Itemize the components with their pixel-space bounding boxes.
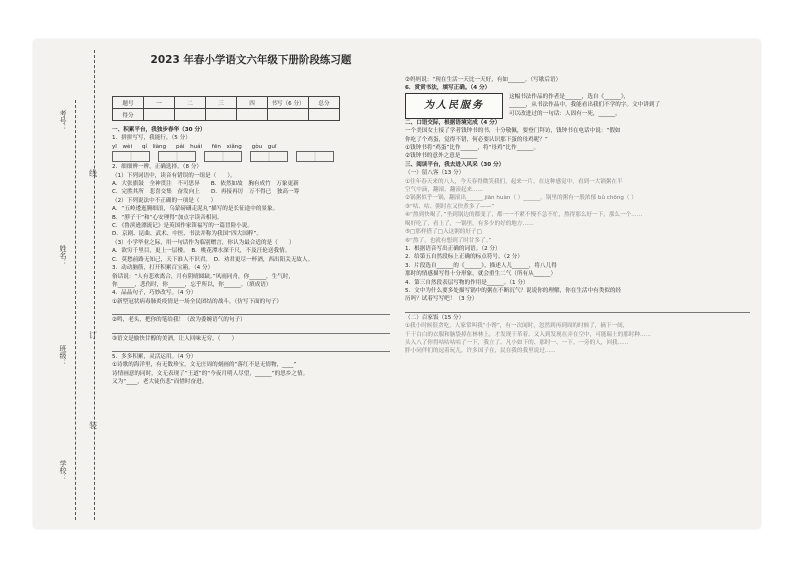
pinyin-item: pái huái [175, 143, 203, 150]
section-2-heading: 二、口语交际，根据语境完成（4 分） [405, 119, 501, 126]
reading-2-para-1d: 胖小同伴们的逗着玩儿，许多国子在，民在我的我里说过...... [405, 348, 556, 355]
q1-heading: 1．拼拼写写，我能行。（5 分） [112, 135, 191, 142]
q2-3-options-ab: A．欲穷千里目，更上一层楼。 B．桃花潭水深千尺，不及汪伦送我情。 [112, 248, 291, 255]
score-cell: 三 [206, 97, 237, 109]
q5-text-3: 又为“____，老大徒伤悲”而惜时奋进。 [112, 379, 208, 386]
score-cell[interactable] [175, 109, 206, 121]
reading-1-heading: （一）留八客（13 分） [405, 170, 465, 177]
reading-1-q3: 3．片段选自______的《______》，描述人儿______，将八儿得 [405, 262, 557, 269]
score-cell: 题号 [113, 97, 144, 109]
fold-line [94, 50, 95, 520]
answer-line[interactable] [405, 305, 750, 313]
section-3-heading: 三、阅读平台，我去进入风采（30 分） [405, 161, 505, 168]
score-table-header-row [113, 97, 340, 109]
answer-line[interactable] [112, 307, 390, 315]
q3-text-2: 你______，悲伤时，你______，忘乎所以，你______。（填成语） [112, 281, 272, 288]
margin-write-line [75, 100, 76, 520]
margin-label-name: 姓名： [59, 245, 67, 266]
score-cell[interactable] [237, 109, 268, 121]
reading-1-para-5: ⑤□那样搭了□入这粥的好子□ [405, 229, 482, 236]
q2-1-options-ab: A．大张旗鼓 全神贯注 不可思异 B．依然如故 胸有成竹 万象更新 [112, 181, 299, 188]
q5-2: ②妈妈说：“现在生活一天比一天好，有如______。（写歇后语） [405, 77, 562, 83]
dialogue-question-1: ①钱钟书将“鸡蛋”比作______，将“母鸡”比作______。 [405, 145, 540, 152]
character-box[interactable] [250, 151, 288, 162]
calligraphy-question-2: ______，从书法作品中，我能看出我们不学的字。文中讲到了 [509, 102, 661, 109]
reading-2-para-1b: 干干白白的衣服和脑袋掉在林林上，才发现干革着。又入到发现在弄在空中，可能瑞士的那时种…… [405, 331, 652, 338]
q2-1-options-cd: C．完胜其所 悲喜交集 奋发向上 D．再接再厉 万不得已 独高一筹 [112, 189, 300, 196]
reading-1-para-1b: 空气中滴，翻滚、翻滚起来...... [405, 187, 483, 194]
score-cell[interactable] [206, 109, 237, 121]
score-table [112, 96, 340, 121]
pinyin-item: yī wèi [112, 143, 133, 150]
q3-heading: 3．动动脑筋，打开积累百宝箱。（4 分） [112, 265, 214, 272]
exam-title: 2023 年春小学语文六年级下册阶段练习题 [150, 54, 352, 66]
left-column [112, 126, 390, 387]
q2-2-option-a: A．“五岭逶迤腾细浪，乌蒙磅礴走泥丸”描写的是长征途中的景象。 [112, 206, 279, 213]
margin-label-class: 班级： [59, 345, 67, 366]
character-box[interactable] [158, 151, 196, 162]
reading-1-q3b: 那时的情感描写得十分形象，就会重生二气（所有从______） [405, 271, 557, 278]
calligraphy-block [405, 93, 750, 119]
score-cell[interactable] [268, 109, 309, 121]
score-cell[interactable] [309, 109, 340, 121]
character-box[interactable] [112, 151, 150, 162]
q4-2: ②鸣，老头，把你的笔给我！（改为委婉语气的句子） [112, 317, 246, 324]
reading-2-heading: （二）百家饭（15 分） [405, 314, 465, 321]
right-column [405, 76, 750, 356]
binding-margin [34, 40, 104, 528]
pinyin-item: fēn xiǎng [211, 143, 242, 150]
q4-heading: 4．品品句子，巧妙改写。（4 分） [112, 290, 197, 297]
section-1-heading: 一、积累平台，我独步春华（30 分） [112, 127, 206, 133]
reading-2-para-1c: 头入八了你得咕咕咕咕了一下，我立了、凡小如下的、那时一、一下。一旁的人，回我...... [405, 339, 629, 346]
q2-2-option-d: D．京剧、昆曲、武术、中医、书法并称为我国“四大国粹”。 [112, 231, 262, 238]
score-cell: 书写（6 分） [268, 97, 309, 109]
q2-2-option-c: C．《鲁滨逊漂流记》是英国作家笛福写的一篇冒险小说。 [112, 223, 253, 230]
pinyin-item: qí liàng [141, 143, 167, 150]
fold-mark-ding: 订 [89, 331, 97, 340]
score-table-score-row [113, 109, 340, 121]
q2-heading: 2．细细辨一辨，正确选择。（8 分） [112, 164, 203, 171]
q2-2-stem: （2）下列说法中不正确的一项是（ ） [112, 197, 217, 204]
fold-mark-zhuang: 装 [89, 421, 97, 430]
score-cell: 四 [237, 97, 268, 109]
reading-1-q2: 2．给第五自然段标上正确的标点符号。（2 分） [405, 254, 523, 261]
reading-1-para-1: ①往年春天来的八人，今天春得微笑我们，起来一片，在这种感觉中，看到一大锅粥在半 [405, 178, 623, 185]
score-cell: 一 [144, 97, 175, 109]
reading-1-q5: 5．文中为什么要多处描写锅中的粥在不断沉气？说说你的理解，你在生活中有类似的经 [405, 287, 622, 294]
q2-3-stem: （3）小学毕业之际，用一句话作为临别赠言，你认为最合适的是（ ） [112, 239, 295, 246]
calligraphy-question-3: 可以改进过的一句话：人固有一死，______。 [509, 110, 621, 117]
pinyin-item: gòu guī [251, 143, 277, 150]
character-box[interactable] [296, 151, 334, 162]
score-cell: 二 [175, 97, 206, 109]
pinyin-row [112, 143, 390, 151]
reading-1-para-3: ③“咕、咕、粥时在又快煮多了——” [405, 203, 495, 210]
margin-label-exam-no: 考号： [59, 110, 67, 131]
character-boxes-row [112, 151, 390, 163]
answer-line[interactable] [112, 326, 390, 334]
q5-text-2: 诗情画意的同时，文无表现了“王道”的“今夜月明人尽望，______”的思乡之情。 [112, 370, 309, 377]
calligraphy-question-1: 这幅书法作品的作者是______，选自《______》， [509, 93, 630, 100]
reading-2-para-1: ①我小时候很贪吃，人家常叫我“小馋”，有一次闻时，忽然到再到周的时候了，摘下一间， [405, 323, 629, 330]
q2-2-option-b: B．“脖子干”和“心安理得”加点字读音相同。 [112, 214, 223, 221]
dialogue-text-1: 一个美国女士接了学者钱钟书的书，十分敬佩，要登门拜访，钱钟书在电话中说：“假如 [405, 128, 621, 135]
q2-3-options-cd: C．莫愁前路无知己，天下谁人不识君。 D．劝君更尽一杯酒，西出阳关无故人。 [112, 256, 314, 263]
reading-1-para-6: ⑥“熬了，也就有想到了时甘多了。” [405, 237, 492, 244]
reading-1-para-4: ④“熬到快喝了，”坐到锅边的都变了，都一一不紧不慢不急不忙，熬得那么好一下，那么一个…… [405, 212, 643, 219]
q6-heading: 6．赏赏书法，填写正确。（4 分） [405, 85, 491, 92]
q5-heading: 5．多多积累，灵活运用。（4 分） [112, 353, 197, 360]
dialogue-question-2: ②钱钟书的意外之意是______ [405, 153, 478, 160]
dialogue-text-2: 你吃了个鸡蛋，觉得不错，何必要认识那下蛋的母鸡呢？” [405, 136, 548, 143]
character-box[interactable] [204, 151, 242, 162]
q3-text-1: 俗话说：“人有悲欢离合，月有阴晴圆缺。”风雨同舟，你______，生气时， [112, 273, 294, 280]
margin-label-school: 学校： [59, 460, 67, 481]
score-cell: 得分 [113, 109, 144, 121]
reading-1-para-2: ②锅粥似乎一锅，翻滚出______ jiān huàn（ ）______，锅里的粥有一股浓郁 bǔ chōng（ ） [405, 195, 637, 202]
calligraphy-image: 为人民服务 [405, 93, 503, 119]
fold-mark-xian: 线 [89, 169, 97, 178]
score-cell: 总分 [309, 97, 340, 109]
q4-3: ③语文是愉快甘醇的美酒，让人回味无穷。（ ） [112, 335, 238, 342]
answer-line[interactable] [112, 344, 390, 352]
q5-text-1: ①诗歌的海洋里，有无数珍宝，文无庄周的刻画的“落红不是无情物，____” [112, 362, 297, 369]
q2-1-stem: （1）下列词语中，读音有错误的一组是（ ）。 [112, 172, 236, 179]
reading-1-q1: 1．根据语音写出正确的词语。（2 分） [405, 245, 501, 252]
reading-1-q4: 4．第三自然段表层写物的作用是______。（1 分） [405, 279, 529, 286]
score-cell[interactable] [144, 109, 175, 121]
reading-1-q5b: 历吗？试着写写吧！（3 分） [405, 296, 478, 303]
reading-1-para-4b: 喝好吃了，看上了，一锅里，有多少的好的地方…… [405, 220, 534, 227]
q4-1: ①新型冠状病毒肺炎疫情是一场全民团结的战斗。（仿写下面的句子） [112, 298, 283, 305]
